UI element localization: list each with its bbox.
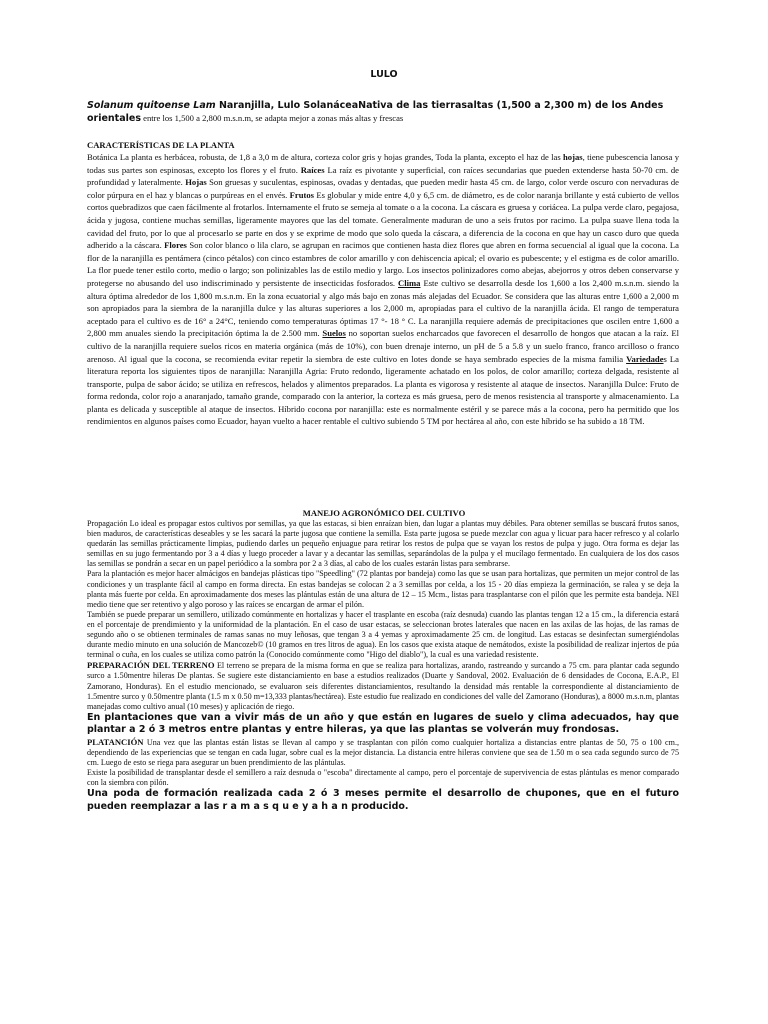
section-body-manejo: [87, 519, 679, 813]
intro-paragraph: [87, 100, 679, 125]
highlight-paragraph-2: Una poda de formación realizada cada 2 ó 3 meses permite el desarrollo de chupones, que en el futuro pueden reemplazar a las r a m a s q u e y a h a n producido.: [87, 788, 679, 812]
paragraph-propagacion: Propagación Lo ideal es propagar estos cultivos por semillas, ya que las estacas, si bien enraízan bien, dan lugar a plantas muy débiles. Para obtener semillas se buscará frutos sanos, bien maduros, de características deseables y se les sacará la parte jugosa que contiene la semilla. Esta parte jugosa se puede mezclar con agua y licuar para hacer refresco y al colarlo quedarán las semillas prácticamente limpias, pudiendo darles un pequeño enjuague para retirar los restos de pulpa que se vayan los restos de pulpa y jugo. Otra forma es dejar las semillas en su jugo fermentando por 3 a 4 días y luego proceder a lavar y a decantar las semillas, separándolas de la pulpa y el mucílago fermentado. En cualquiera de los dos casos las semillas se pondrán a secar en un papel periódico a la sombra por 2 a 3 días, al cabo de los cuales estarán listas para sembrarse.: [87, 519, 679, 569]
keyword-raices: Raíces: [300, 164, 325, 175]
label-plantacion: PLATANCIÓN: [87, 736, 144, 747]
text-run: La literatura reporta los siguientes tipos de naranjilla: Naranjilla Agria: Fruto redondo, ligeramente achatado en los polos, de color amarillo; corteza delgada, resistente al transporte, pulpa de sabor ácido; se utiliza en refrescos, helados y alimentos preparados. La planta es vigorosa y resistente al ataque de insectos. Naranjilla Dulce: Fruto de forma redonda, color rojo a anaranjado, tamaño grande, comparado con la anterior, la corteza es más gruesa, pero de menos resistencia al transporte y almacenamiento. La planta es delicada y susceptible al ataque de insectos. Híbrido cocona por naranjilla: este es normalmente estéril y se parece más a la cocona, pero ha permitido que los rendimientos en algunos países como Ecuador, hayan vuelto a hacer rentable el cultivo subiendo 5 TM por hectárea al año, con este híbrido se ha subido a 18 TM.: [87, 353, 679, 427]
text-run: Una vez que las plantas están listas se llevan al campo y se trasplantan con pilón como cualquier hortaliza a distancias entre plantas de 50, 75 o 100 cm., dependiendo de las experiencias que se tengan en cada lugar, sobre cual es la mejor distancia. La distancia entre hileras conviene que sea de 1.50 m o sea cada segundo surco de 75 cm. Luego de esto se riega para asegurar un buen prendimiento de las plántulas.: [87, 737, 679, 767]
keyword-variedades: Variedade: [626, 353, 664, 364]
text-run: Este cultivo se desarrolla desde los 1,600 a los 2,400 m.s.n.m. siendo la altura óptima alrededor de los 1,800 m.s.n.m. En la zona ecuatorial y algo más bajo en zonas más alejadas del Ecuador. Se considera que las alturas entre 1,600 a 2,000 m son apropiados para la siembra de la naranjilla dulce y las alturas superiores a los 2,000 m, apropiadas para el cultivo de la naranjilla ácida. El rango de temperatura aceptado para el cultivo es de 16° a 24°C, teniendo como temperaturas óptimas 17 °- 18 ° C. La naranjilla requiere además de precipitaciones que oscilen entre 1,600 a 2,800 mm anuales siendo la precipitación óptima la de 2.500 mm.: [87, 277, 679, 339]
keyword-flores: Flores: [164, 240, 187, 251]
keyword-frutos: Frutos: [289, 189, 315, 200]
text-run: Es globular y mide entre 4,0 y 6,5 cm. de diámetro, es de color naranja brillante y está cubierto de vellos cortos quebradizos que caen fácilmente al frotarlos. Internamente el fruto se semeja al tomate o a la cocona. La cáscara es gruesa y coriácea. La pulpa verde claro, pegajosa, ácida y jugosa, contiene muchas semillas, ligeramente mayores que las del tomate. Generalmente maduran de uno a seis frutos por racimo. La pulpa suave llena toda la cavidad del fruto, por lo que al procesarlo se parte en dos y se exprime de modo que solo queda la cáscara, a diferencia de la cocona en que hay un casco duro que queda adherido a la cáscara.: [87, 189, 679, 251]
paragraph-terreno: [87, 660, 679, 711]
label-preparacion-terreno: PREPARACIÓN DEL TERRENO: [87, 660, 215, 671]
text-run: La raíz es pivotante y superficial, con raíces secundarias que pueden extenderse hasta 50-70 cm. de profundidad y lateralmente.: [87, 164, 679, 188]
section-heading-caracteristicas: CARACTERÍSTICAS DE LA PLANTA: [87, 140, 235, 150]
text-run: Botánica La planta es herbácea, robusta, de 1,8 a 3,0 m de altura, corteza color gris y hojas grandes, Toda la planta, excepto el haz de las: [87, 152, 564, 162]
section-body-caracteristicas: [87, 151, 679, 428]
paragraph-escoba: Existe la posibilidad de transplantar desde el semillero a raíz desnuda o "escoba" directamente al campo, pero el porcentaje de supervivencia de estas plántulas es menor comparado con la siembra con pilón.: [87, 768, 679, 788]
paragraph-plantacion-bandejas: Para la plantación es mejor hacer almácigos en bandejas plásticas tipo "Speedling" (72 plantas por bandeja) como las que se usan para hortalizas, que permiten un mejor control de las condiciones y un trasplante fácil al campo en forma directa. En estas bandejas se colocan 2 a 3 semillas por celda, a los 15 - 20 días empieza la germinación, se ralea y se deja la planta más fuerte por celda. En aproximadamente dos meses las plántulas están de una altura de 12 – 15 Mcm., listas para trasplantarse con el pilón que les permite esta bandeja. NEl medio tiene que ser retentivo y algo poroso y las raíces se encargan de armar el pilón.: [87, 569, 679, 609]
keyword-clima: Clima: [398, 277, 421, 288]
text-run: Son color blanco o lila claro, se agrupan en racimos que contienen hasta diez flores que abren en forma secuencial al igual que la cocona. La flor de la naranjilla es pentámera (cinco pétalos) con cinco estambres de color amarillo y con dehiscencia apical; el ovario es pubescente; y el estigma es de color amarillo. La flor puede tener estilo corto, medio o largo; son polinizables las de estilo medio y largo. Los insectos polinizadores como abejas, abejorros y otros deben conservarse y protegerse no abusando del uso indiscriminado y persistente de insecticidas fosforados.: [87, 240, 679, 288]
paragraph-semillero: También se puede preparar un semillero, utilizado comúnmente en hortalizas y hacer el trasplante en escoba (raíz desnuda) cuando las plantas tengan 12 a 15 cm., la diferencia estará en el porcentaje de prendimiento y la uniformidad de la plantación. En el caso de usar estacas, se seleccionan brotes laterales que nacen en las axilas de las hojas, de las ramas de segundo año o se obtienen terminales de ramas sanas no muy leñosas, que tengan 3 a 4 yemas y aproximadamente 25 cm. de longitud. Las estacas se desinfectan sumergiéndolas durante medio minuto en una solución de Mancozeb© (10 gramos en tres litros de agua). En los casos que exista ataque de nemátodos, existe la posibilidad de realizar injertos de púa terminal o cuña, en los cuales se utiliza como patrón la (Conocido comúnmente como "Higo del diablo"), la cual es una variedad resistente.: [87, 609, 679, 660]
keyword-variedades-suffix: s: [663, 353, 667, 364]
intro-tail-text: entre los 1,500 a 2,800 m.s.n.m, se adapta mejor a zonas más altas y frescas: [140, 113, 404, 123]
scientific-name: Solanum quitoense Lam: [87, 100, 216, 111]
keyword-suelos: Suelos: [322, 328, 346, 339]
keyword-hojas-2: Hojas: [185, 177, 207, 188]
section-heading-manejo: MANEJO AGRONÓMICO DEL CULTIVO: [302, 508, 466, 518]
keyword-hojas: hojas: [563, 152, 583, 162]
text-run: El terreno se prepara de la misma forma en que se realiza para hortalizas, arando, rastreando y surcando a 75 cm. para plantar cada segundo surco a 1.50mentre hileras De plantas. Se sugiere este distanciamiento en base a estudios realizados (Duarte y Sandoval, 2002. Evaluación de 6 densidades de Cocona, E.A.P., El Zamorano, Honduras). En el estudio mencionado, se evaluaron seis diferentes distanciamientos, resultando la densidad más rentable la correspondiente al distanciamiento de 1.5mentre surco y 0.50mentre planta (1.5 m x 0.50 m=13,333 plantas/hectárea). Este estudio fue realizado en condiciones del valle del Zamorano (Honduras), a 8000 m.s.n.m, plantas manejadas como cultivo anual (10 meses) y aplicación de riego.: [87, 661, 679, 711]
paragraph-plantacion: [87, 737, 679, 768]
text-run: Son gruesas y suculentas, espinosas, ovadas y dentadas, que pueden medir hasta 45 cm. de largo, color verde oscuro con nervaduras de color púrpura en el haz y blancas o purpúreas en el envés.: [87, 177, 679, 200]
text-run: , tiene pubescencia lanosa y todas sus partes son espinosas, excepto los flores y el fruto.: [87, 152, 680, 175]
text-run: no soportan suelos encharcados que favorecen el desarrollo de hongos que atacan a la raíz. El cultivo de la naranjilla requiere suelos ricos en materia orgánica (más de 10%), con buen drenaje interno, un pH de 5 a 5.8 y un suelo franco, franco arcilloso o franco arenoso. Al igual que la cocona, se recomienda evitar repetir la siembra de este cultivo en lotes donde se haya sembrado especies de la misma familia: [87, 328, 680, 364]
highlight-paragraph-1: En plantaciones que van a vivir más de un año y que están en lugares de suelo y clima adecuados, hay que plantar a 2 ó 3 metros entre plantas y entre hileras, ya que las plantas se volverán muy frondosas.: [87, 711, 679, 736]
intro-bold-text: Naranjilla, Lulo SolanáceaNativa de las tierrasaltas (1,500 a 2,300 m) de los Andes orientales: [87, 100, 664, 124]
document-title: LULO: [370, 69, 398, 80]
